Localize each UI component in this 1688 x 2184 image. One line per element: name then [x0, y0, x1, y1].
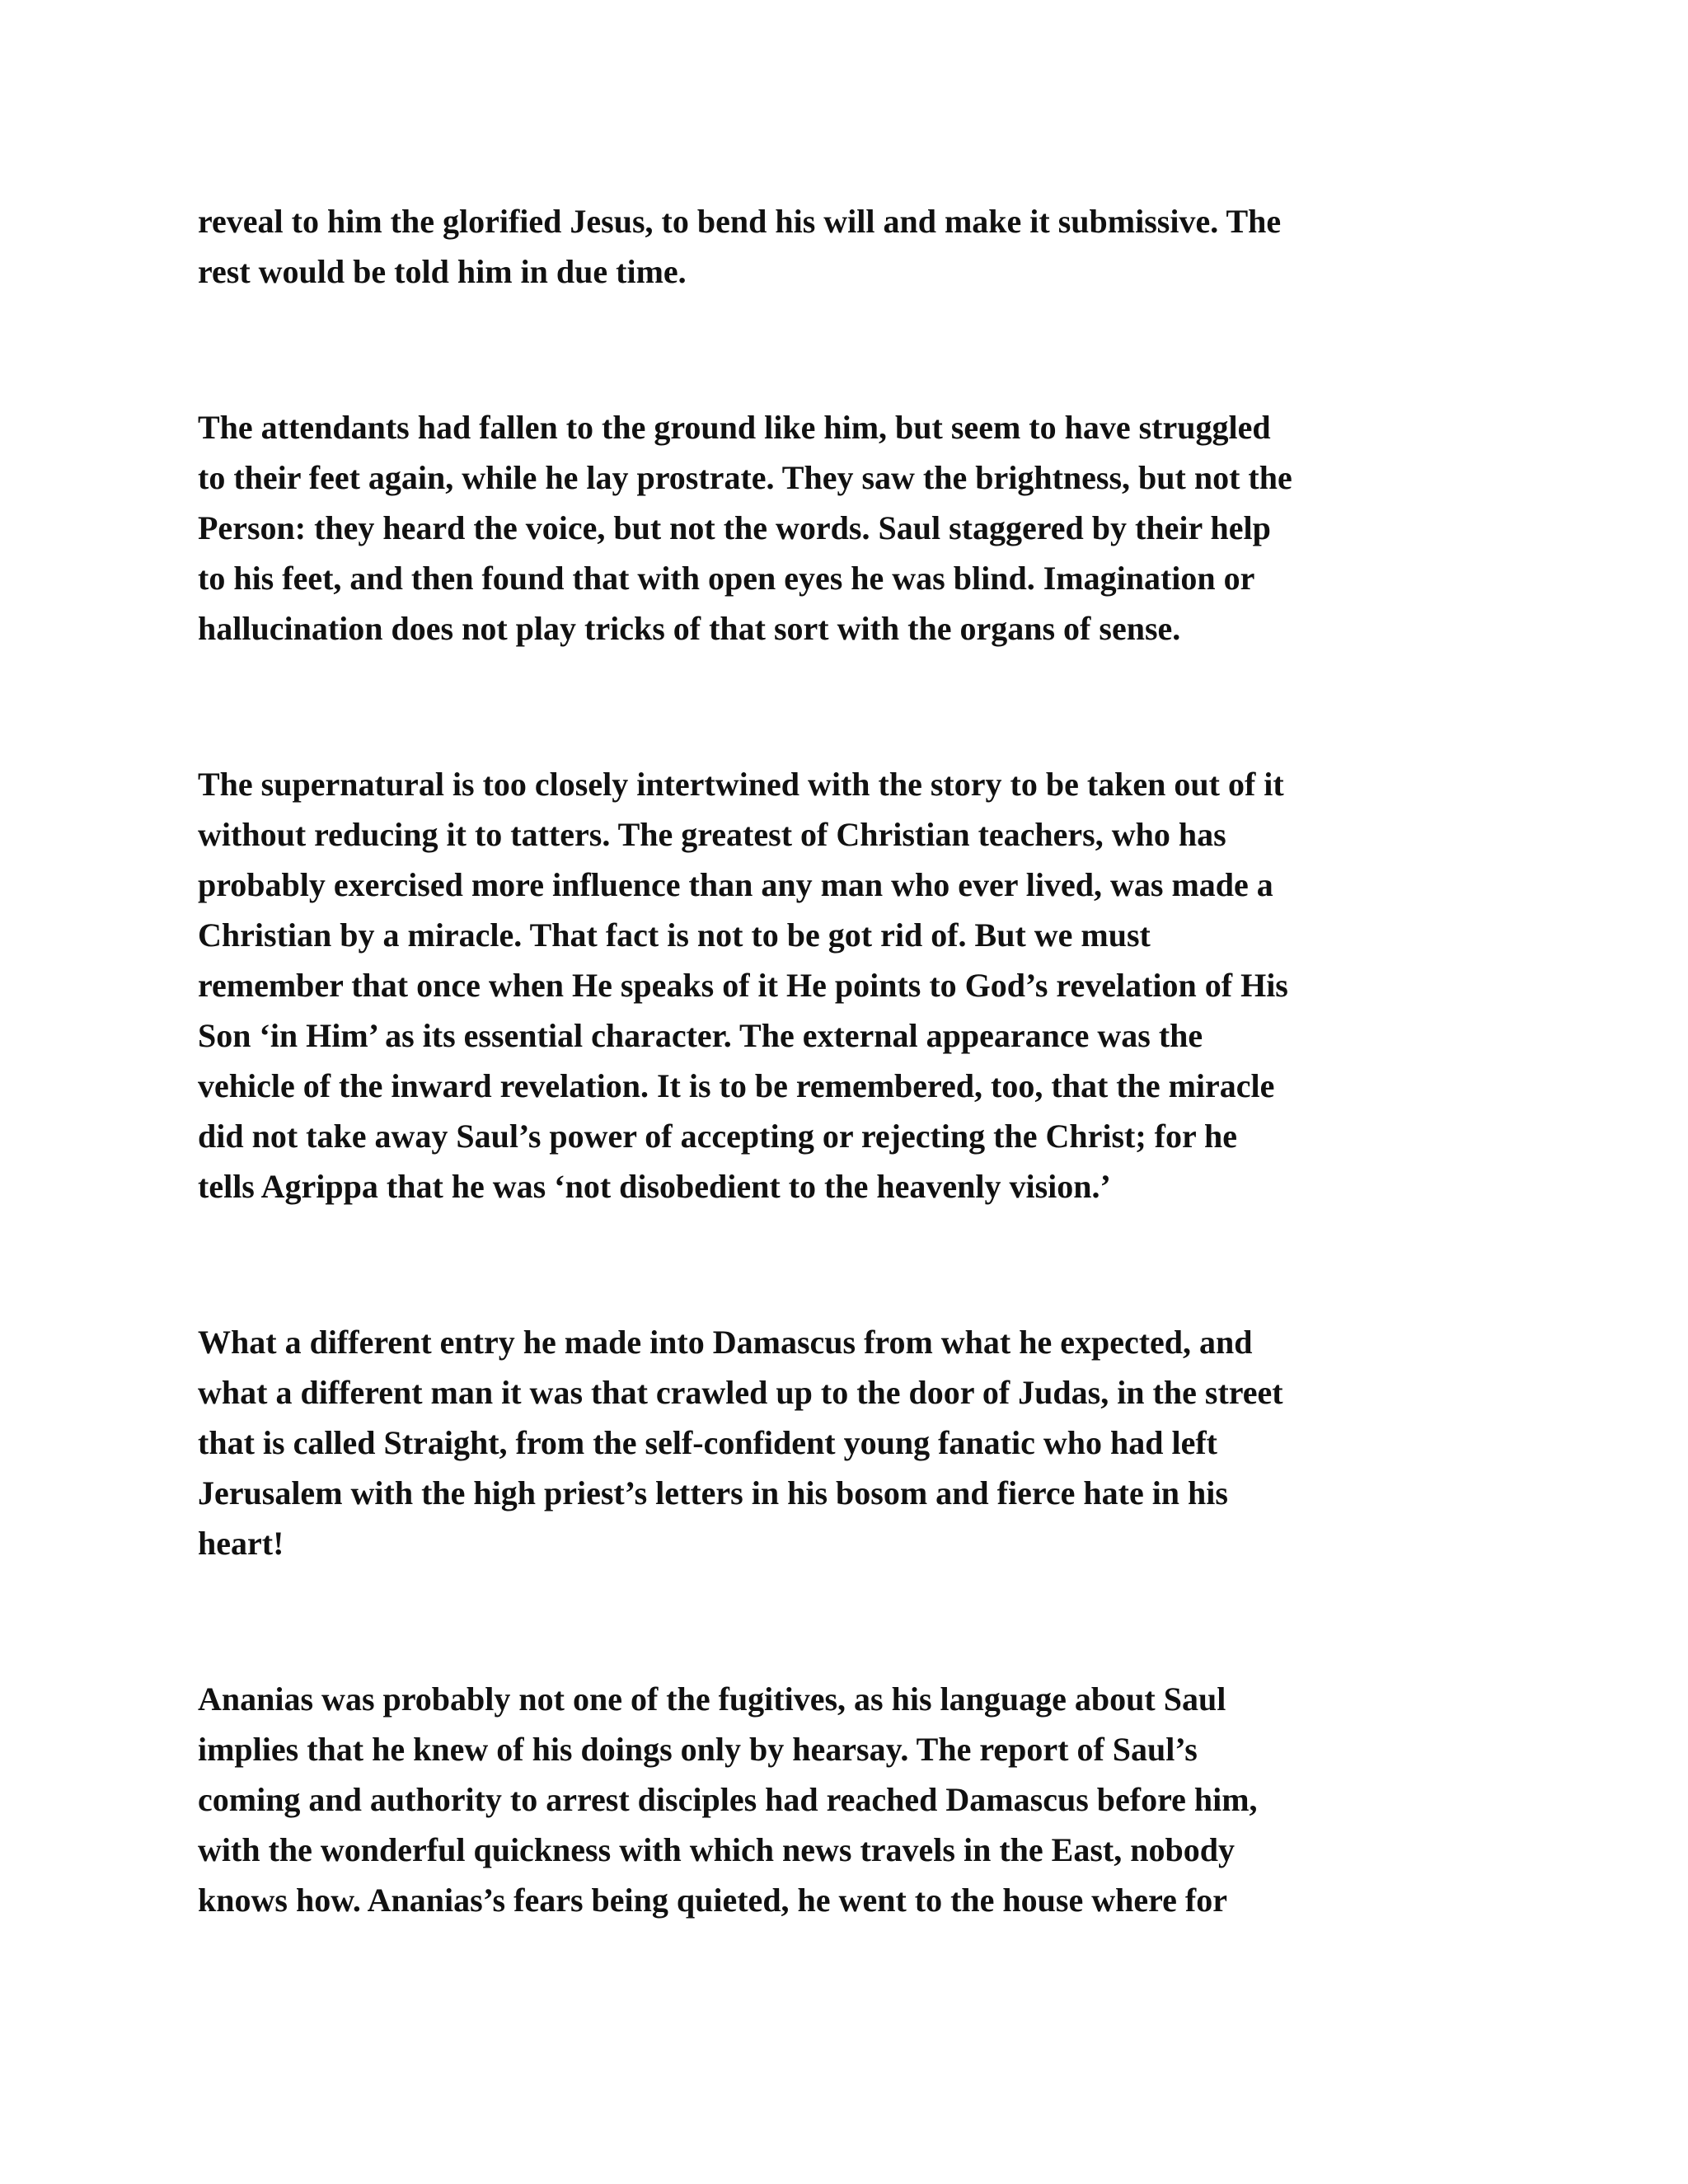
text-line: knows how. Ananias’s fears being quieted, he went to the house where for: [198, 1882, 1227, 1919]
text-line: to his feet, and then found that with open eyes he was blind. Imagination or: [198, 560, 1255, 597]
text-line: vehicle of the inward revelation. It is to be remembered, too, that the miracle: [198, 1067, 1275, 1104]
paragraph: [198, 196, 1500, 297]
paragraph: [198, 1674, 1500, 1925]
paragraph: [198, 402, 1500, 654]
text-line: coming and authority to arrest disciples had reached Damascus before him,: [198, 1781, 1258, 1818]
text-line: Ananias was probably not one of the fugitives, as his language about Saul: [198, 1680, 1226, 1718]
text-line: to their feet again, while he lay prostrate. They saw the brightness, but not the: [198, 459, 1292, 496]
text-line: Jerusalem with the high priest’s letters in his bosom and fierce hate in his: [198, 1474, 1228, 1511]
body-text: [198, 196, 1500, 1925]
paragraph: [198, 1317, 1500, 1568]
text-line: did not take away Saul’s power of accepting or rejecting the Christ; for he: [198, 1118, 1238, 1155]
text-line: reveal to him the glorified Jesus, to bend his will and make it submissive. The: [198, 203, 1282, 240]
text-line: with the wonderful quickness with which news travels in the East, nobody: [198, 1831, 1235, 1868]
text-line: implies that he knew of his doings only by hearsay. The report of Saul’s: [198, 1731, 1198, 1768]
text-line: Christian by a miracle. That fact is not to be got rid of. But we must: [198, 916, 1151, 954]
paragraph: [198, 759, 1500, 1212]
text-line: what a different man it was that crawled up to the door of Judas, in the street: [198, 1374, 1283, 1411]
text-line: without reducing it to tatters. The greatest of Christian teachers, who has: [198, 816, 1226, 853]
text-line: hallucination does not play tricks of that sort with the organs of sense.: [198, 610, 1181, 647]
text-line: The attendants had fallen to the ground like him, but seem to have struggled: [198, 409, 1271, 446]
text-line: rest would be told him in due time.: [198, 253, 687, 290]
text-line: Person: they heard the voice, but not the words. Saul staggered by their help: [198, 509, 1271, 546]
text-line: What a different entry he made into Damascus from what he expected, and: [198, 1324, 1253, 1361]
text-line: heart!: [198, 1525, 284, 1562]
text-line: Son ‘in Him’ as its essential character. The external appearance was the: [198, 1017, 1203, 1054]
text-line: tells Agrippa that he was ‘not disobedient to the heavenly vision.’: [198, 1168, 1111, 1205]
text-line: that is called Straight, from the self-confident young fanatic who had left: [198, 1424, 1217, 1461]
text-line: remember that once when He speaks of it He points to God’s revelation of His: [198, 967, 1288, 1004]
paragraph-spacer: [198, 654, 1500, 759]
paragraph-spacer: [198, 1212, 1500, 1317]
text-line: The supernatural is too closely intertwined with the story to be taken out of it: [198, 766, 1284, 803]
paragraph-spacer: [198, 1568, 1500, 1674]
text-line: probably exercised more influence than any man who ever lived, was made a: [198, 866, 1273, 903]
paragraph-spacer: [198, 297, 1500, 402]
